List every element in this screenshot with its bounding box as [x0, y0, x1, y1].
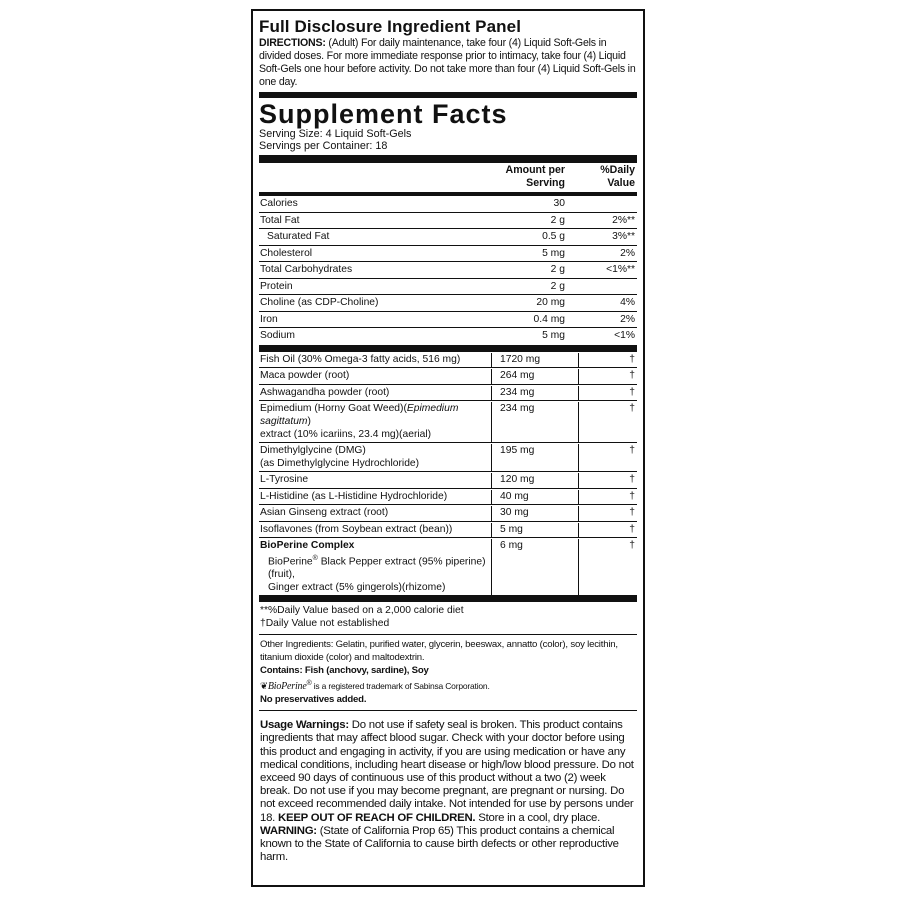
nutrient-dv: 2%** [612, 214, 635, 226]
col-dv-label-2: Value [607, 177, 635, 189]
footnote: **%Daily Value based on a 2,000 calorie diet [260, 605, 464, 617]
ingredient-dv: † [578, 386, 637, 401]
ingredient-complex-name: BioPerine Complex [260, 540, 355, 551]
nutrient-amount: 2 g [550, 280, 565, 292]
trademark-notice: is a registered trademark of Sabinsa Corporation. [311, 681, 490, 692]
ingredient-amount: 195 mg [491, 444, 578, 471]
nutrient-amount: 2 g [550, 264, 565, 275]
table-row [259, 401, 637, 443]
directions-label: DIRECTIONS: [259, 37, 326, 49]
leaf-icon: ❦ [260, 681, 268, 693]
ingredient-sub-name: Ginger extract (5% gingerols)(rhizome) [268, 582, 446, 594]
ingredient-sub-name: BioPerine [268, 556, 313, 568]
ingredient-amount: 234 mg [491, 386, 578, 401]
ingredient-dv: † [578, 444, 637, 471]
nutrient-amount: 5 mg [542, 247, 565, 259]
ingredient-name [259, 539, 491, 595]
ingredient-amount: 264 mg [491, 369, 578, 384]
nutrient-dv: 3%** [612, 231, 635, 242]
ingredient-dv: † [578, 473, 637, 488]
ingredient-name: Ashwagandha powder (root) [260, 386, 390, 398]
divider [259, 595, 637, 602]
directions-text: (Adult) For daily maintenance, take four (4) Liquid Soft-Gels in divided doses. For more immediate response prior to intimacy, take four (4) Liquid Soft-Gels one hour before activity. Do not take more than four (4) Liquid Soft-Gels in one day. [259, 37, 636, 88]
table-row [259, 368, 637, 385]
ingredient-name-part: Epimedium (Horny Goat Weed)( [260, 403, 407, 414]
table-row [259, 262, 637, 279]
footnote: †Daily Value not established [260, 618, 390, 630]
nutrient-name: Total Fat [260, 214, 300, 226]
ingredient-name: Maca powder (root) [260, 370, 350, 381]
table-row [259, 443, 637, 472]
table-row [259, 489, 637, 506]
table-row [259, 213, 637, 230]
ingredient-dv: † [578, 523, 637, 538]
table-row [259, 522, 637, 539]
table-row [259, 246, 637, 263]
nutrient-dv: 4% [620, 297, 635, 308]
ingredient-amount: 120 mg [491, 473, 578, 488]
ingredient-name: Fish Oil (30% Omega-3 fatty acids, 516 mg) [260, 353, 461, 365]
keep-out-notice: KEEP OUT OF REACH OF CHILDREN. [278, 811, 476, 824]
ingredient-amount: 6 mg [491, 539, 578, 595]
table-row [259, 312, 637, 329]
ingredient-dv: † [578, 506, 637, 521]
ingredient-name-line2: (as Dimethylglycine Hydrochloride) [260, 458, 420, 469]
nutrient-name: Calories [260, 198, 298, 209]
table-row [259, 196, 637, 213]
ingredients-table [259, 352, 637, 596]
ingredient-name [259, 444, 491, 471]
no-preservatives: No preservatives added. [260, 693, 367, 705]
nutrient-name: Iron [260, 313, 278, 325]
other-ingredients-section [259, 635, 637, 710]
ingredient-name: L-Tyrosine [260, 474, 309, 485]
nutrient-name: Saturated Fat [267, 231, 330, 242]
ingredient-name-line1: Dimethylglycine (DMG) [260, 445, 366, 456]
serving-size: Serving Size: 4 Liquid Soft-Gels [259, 128, 412, 140]
nutrient-dv: 2% [620, 247, 635, 259]
allergen-contains: Contains: Fish (anchovy, sardine), Soy [260, 665, 429, 677]
ingredient-amount: 1720 mg [491, 353, 578, 368]
table-row [259, 385, 637, 402]
col-amount-label-2: Serving [526, 177, 565, 189]
nutrient-name: Sodium [260, 330, 295, 341]
panel-title: Full Disclosure Ingredient Panel [259, 17, 522, 36]
nutrient-name: Protein [260, 280, 293, 292]
ingredient-dv: † [578, 353, 637, 368]
nutrient-amount: 0.4 mg [533, 313, 565, 325]
other-ingredients: Other Ingredients: Gelatin, purified water, glycerin, beeswax, annatto (color), soy lecithin, titanium dioxide (color) and maltodextrin. [260, 639, 618, 663]
warnings-label: Usage Warnings: [260, 719, 349, 732]
footnotes [259, 602, 637, 634]
nutrient-dv: <1%** [606, 264, 635, 275]
ingredient-amount: 234 mg [491, 402, 578, 442]
ingredient-name-line2: extract (10% icariins, 23.4 mg)(aerial) [260, 429, 432, 440]
ingredient-amount: 40 mg [491, 490, 578, 505]
col-amount-label: Amount per [505, 164, 565, 176]
registered-mark: ® [312, 555, 318, 562]
nutrient-name: Cholesterol [260, 247, 313, 259]
table-row [259, 328, 637, 345]
nutrient-amount: 0.5 g [542, 231, 565, 242]
usage-warnings [259, 711, 637, 864]
ingredient-dv: † [578, 490, 637, 505]
ingredient-amount: 5 mg [491, 523, 578, 538]
supplement-facts-title: Supplement Facts [259, 99, 508, 129]
ingredient-dv: † [578, 539, 637, 595]
nutrient-name: Choline (as CDP-Choline) [260, 297, 379, 308]
table-row [259, 352, 637, 369]
table-row [259, 295, 637, 312]
bioperine-logo: BioPerine [267, 681, 307, 693]
ingredient-name [259, 402, 491, 442]
ingredient-name: Isoflavones (from Soybean extract (bean)) [260, 523, 453, 535]
ingredient-name: Asian Ginseng extract (root) [260, 507, 389, 518]
ingredient-panel [251, 9, 645, 887]
table-row [259, 538, 637, 595]
table-header [259, 163, 637, 192]
table-row [259, 505, 637, 522]
warnings-text: Store in a cool, dry place. [475, 811, 601, 824]
col-dv-label: %Daily [600, 164, 635, 176]
divider [259, 345, 637, 352]
directions [259, 37, 637, 89]
nutrient-dv: <1% [614, 330, 635, 341]
nutrients-table [259, 196, 637, 345]
nutrient-name: Total Carbohydrates [260, 264, 353, 275]
ingredient-sub-name: Black Pepper extract (95% piperine)(fruit), [268, 556, 486, 581]
ingredient-latin-name: Epimedium sagittatum [260, 403, 459, 427]
ingredient-name-part: ) [307, 416, 311, 427]
table-row [259, 472, 637, 489]
nutrient-amount: 2 g [550, 214, 565, 226]
registered-mark: ® [306, 679, 312, 687]
divider [259, 155, 637, 163]
table-row [259, 229, 637, 246]
ingredient-amount: 30 mg [491, 506, 578, 521]
nutrient-amount: 5 mg [542, 330, 565, 341]
ingredient-dv: † [578, 369, 637, 384]
table-row [259, 279, 637, 296]
nutrient-dv: 2% [620, 313, 635, 325]
ingredient-dv: † [578, 402, 637, 442]
prop65-text: (State of California Prop 65) This product contains a chemical known to the State of California to cause birth defects or other reproductive harm. [260, 824, 619, 864]
prop65-label: WARNING: [260, 824, 317, 837]
nutrient-amount: 30 [553, 198, 565, 209]
nutrient-amount: 20 mg [536, 297, 565, 308]
warnings-text: Do not use if safety seal is broken. This product contains ingredients that may affect blood sugar. Check with your doctor before using this product and engaging in activity, if you are using medication or have any medical conditions, including heart disease or high/low blood pressure. Do not exceed 90 days of continuous use of this product without a two (2) week break. Do not use if you may become pregnant, are pregnant or nursing. Do not exceed recommended daily intake. Not intended for use by persons under 18. [260, 719, 634, 824]
servings-per-container: Servings per Container: 18 [259, 140, 388, 152]
divider [259, 92, 637, 98]
ingredient-name: L-Histidine (as L-Histidine Hydrochloride) [260, 490, 448, 502]
